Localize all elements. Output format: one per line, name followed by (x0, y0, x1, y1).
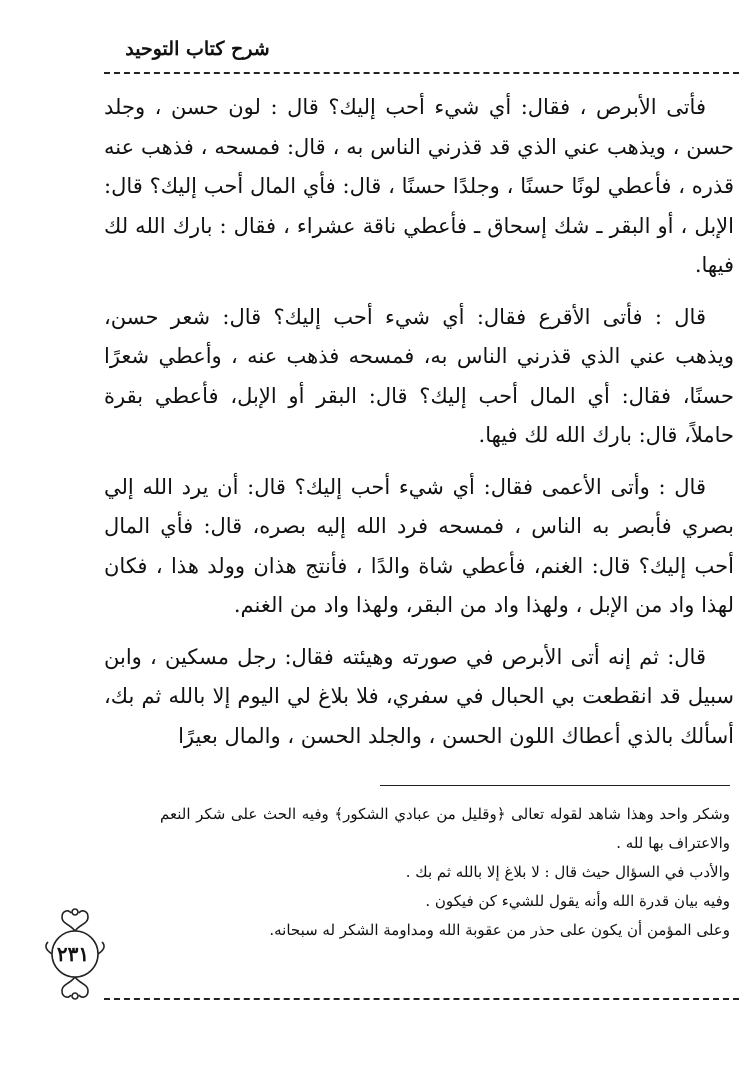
main-text-body (104, 88, 734, 768)
footnote-line: وفيه بيان قدرة الله وأنه يقول للشيء كن فيكون . (425, 892, 730, 910)
footnote-line: وشكر واحد وهذا شاهد لقوله تعالى ﴿وقليل من عبادي الشكور﴾ وفيه الحث على شكر النعم والاعتراف بها لله . (160, 805, 730, 852)
footnote-separator (380, 785, 730, 786)
footnotes-block (160, 800, 730, 945)
page-number: ٢٣١ (56, 942, 90, 966)
page-header-title: شرح كتاب التوحيد (125, 38, 270, 60)
paragraph-leper: فأتى الأبرص ، فقال: أي شيء أحب إليك؟ قال : لون حسن ، وجلد حسن ، ويذهب عني الذي قد قذرني الناس به ، قال: فمسحه ، فذهب عنه قذره ، فأعطي لونًا حسنًا ، وجلدًا حسنًا ، قال: فأي المال أحب إليك؟ قال: الإبل ، أو البقر ـ شك إسحاق ـ فأعطي ناقة عشراء ، فقال : بارك الله لك فيها. (104, 95, 734, 277)
header-divider (104, 72, 739, 74)
paragraph-blind: قال : وأتى الأعمى فقال: أي شيء أحب إليك؟ قال: أن يرد الله إلي بصري فأبصر به الناس ، فمسحه فرد الله إليه بصره، قال: فأي المال أحب إليك؟ قال: الغنم، فأعطي شاة والدًا ، فأنتج هذان وولد هذا ، فكان لهذا واد من الإبل ، ولهذا واد من البقر، ولهذا واد من الغنم. (104, 474, 734, 617)
footnote-line: والأدب في السؤال حيث قال : لا بلاغ إلا بالله ثم بك . (405, 863, 730, 881)
paragraph-return-leper: قال: ثم إنه أتى الأبرص في صورته وهيئته فقال: رجل مسكين ، وابن سبيل قد انقطعت بي الحبال في سفري، فلا بلاغ لي اليوم إلا بالله ثم بك، أسألك بالذي أعطاك اللون الحسن ، والجلد الحسن ، والمال بعيرًا (104, 644, 734, 748)
footnote-line: وعلى المؤمن أن يكون على حذر من عقوبة الله ومداومة الشكر له سبحانه. (269, 921, 730, 939)
paragraph-bald: قال : فأتى الأقرع فقال: أي شيء أحب إليك؟ قال: شعر حسن، ويذهب عني الذي قذرني الناس به، فمسحه فذهب عنه ، وأعطي شعرًا حسنًا، فقال: أي المال أحب إليك؟ قال: البقر أو الإبل، فأعطي بقرة حاملاً، قال: بارك الله لك فيها. (104, 304, 734, 447)
footer-divider (104, 998, 739, 1000)
